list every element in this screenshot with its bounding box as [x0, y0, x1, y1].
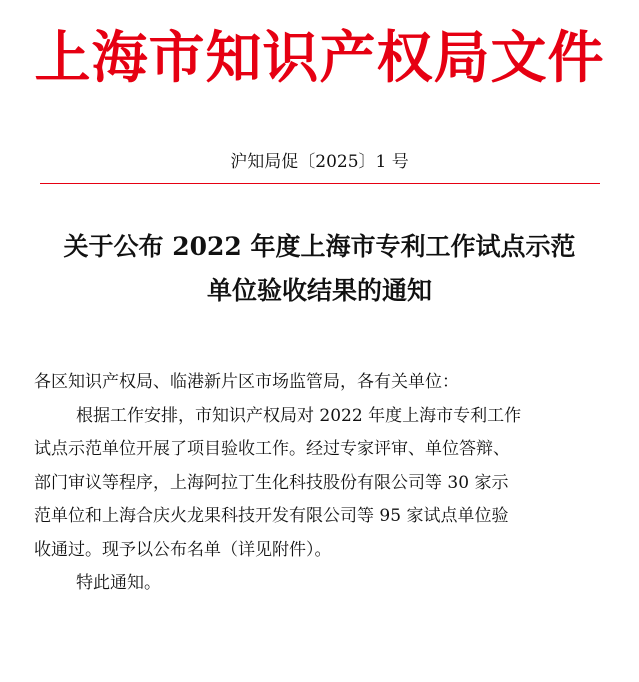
paragraph-line: 范单位和上海合庆火龙果科技开发有限公司等 95 家试点单位验 — [34, 506, 509, 526]
paragraph-line: 收通过。现予以公布名单（详见附件）。 — [34, 539, 332, 560]
closing-line: 特此通知。 — [76, 573, 161, 593]
notice-title-line-1: 关于公布 2022 年度上海市专利工作试点示范 — [63, 232, 576, 261]
notice-title — [0, 225, 639, 313]
salutation: 各区知识产权局、临港新片区市场监管局，各有关单位： — [34, 372, 459, 392]
paragraph-line: 试点示范单位开展了项目验收工作。经过专家评审、单位答辩、 — [34, 439, 510, 459]
document-masthead: 上海市知识产权局文件 — [34, 26, 605, 91]
document-number: 沪知局促〔2025〕1 号 — [230, 152, 409, 172]
notice-title-line-2: 单位验收结果的通知 — [206, 276, 432, 305]
notice-body — [34, 366, 614, 601]
red-divider-line — [40, 183, 600, 184]
paragraph-line: 部门审议等程序，上海阿拉丁生化科技股份有限公司等 30 家示 — [34, 472, 509, 493]
paragraph-line: 根据工作安排，市知识产权局对 2022 年度上海市专利工作 — [76, 405, 522, 426]
